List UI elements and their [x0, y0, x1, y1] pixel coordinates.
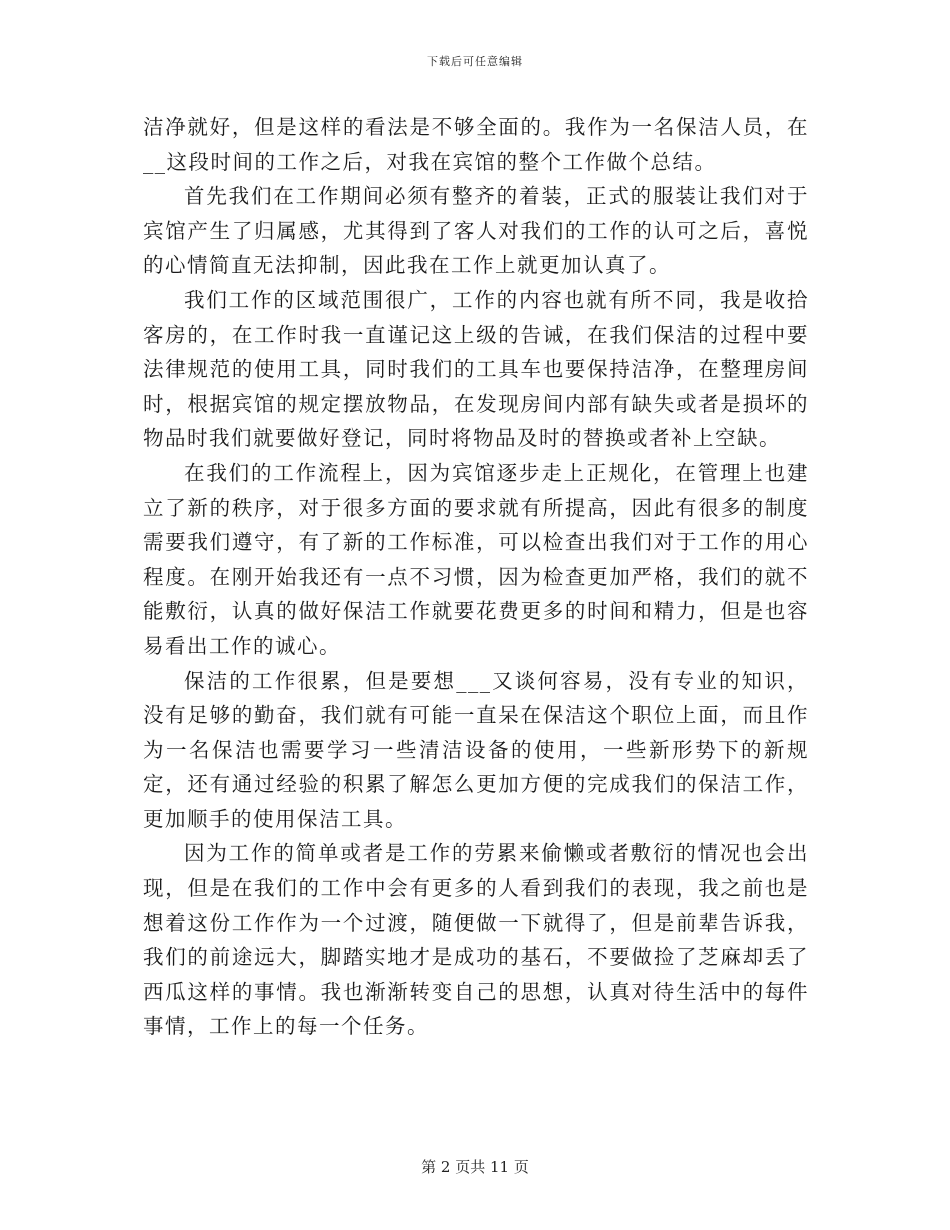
- paragraph-4: 在我们的工作流程上，因为宾馆逐步走上正规化，在管理上也建立了新的秩序，对于很多方面的要求就有所提高，因此有很多的制度需要我们遵守，有了新的工作标准，可以检查出我们对于工作的用心程度。在刚开始我还有一点不习惯，因为检查更加严格，我们的就不能敷衍，认真的做好保洁工作就要花费更多的时间和精力，但是也容易看出工作的诚心。: [143, 460, 809, 658]
- paragraph-5: 保洁的工作很累，但是要想___又谈何容易，没有专业的知识，没有足够的勤奋，我们就有可能一直呆在保洁这个职位上面，而且作为一名保洁也需要学习一些清洁设备的使用，一些新形势下的新规定，还有通过经验的积累了解怎么更加方便的完成我们的保洁工作，更加顺手的使用保洁工具。: [143, 668, 809, 831]
- paragraph-1: 洁净就好，但是这样的看法是不够全面的。我作为一名保洁人员，在__这段时间的工作之后，对我在宾馆的整个工作做个总结。: [143, 115, 809, 174]
- paragraph-3: 我们工作的区域范围很广，工作的内容也就有所不同，我是收拾客房的，在工作时我一直谨记这上级的告诫，在我们保洁的过程中要法律规范的使用工具，同时我们的工具车也要保持洁净，在整理房间时，根据宾馆的规定摆放物品，在发现房间内部有缺失或者是损坏的物品时我们就要做好登记，同时将物品及时的替换或者补上空缺。: [143, 287, 809, 451]
- page-header-note: 下载后可任意编辑: [427, 55, 523, 68]
- document-body: [143, 110, 809, 1044]
- page-number: 第 2 页共 11 页: [421, 1158, 529, 1176]
- paragraph-6: 因为工作的简单或者是工作的劳累来偷懒或者敷衍的情况也会出现，但是在我们的工作中会有更多的人看到我们的表现，我之前也是想着这份工作作为一个过渡，随便做一下就得了，但是前辈告诉我，我们的前途远大，脚踏实地才是成功的基石，不要做捡了芝麻却丢了西瓜这样的事情。我也渐渐转变自己的思想，认真对待生活中的每件事情，工作上的每一个任务。: [143, 841, 809, 1039]
- paragraph-2: 首先我们在工作期间必须有整齐的着装，正式的服装让我们对于宾馆产生了归属感，尤其得到了客人对我们的工作的认可之后，喜悦的心情简直无法抑制，因此我在工作上就更加认真了。: [143, 184, 809, 278]
